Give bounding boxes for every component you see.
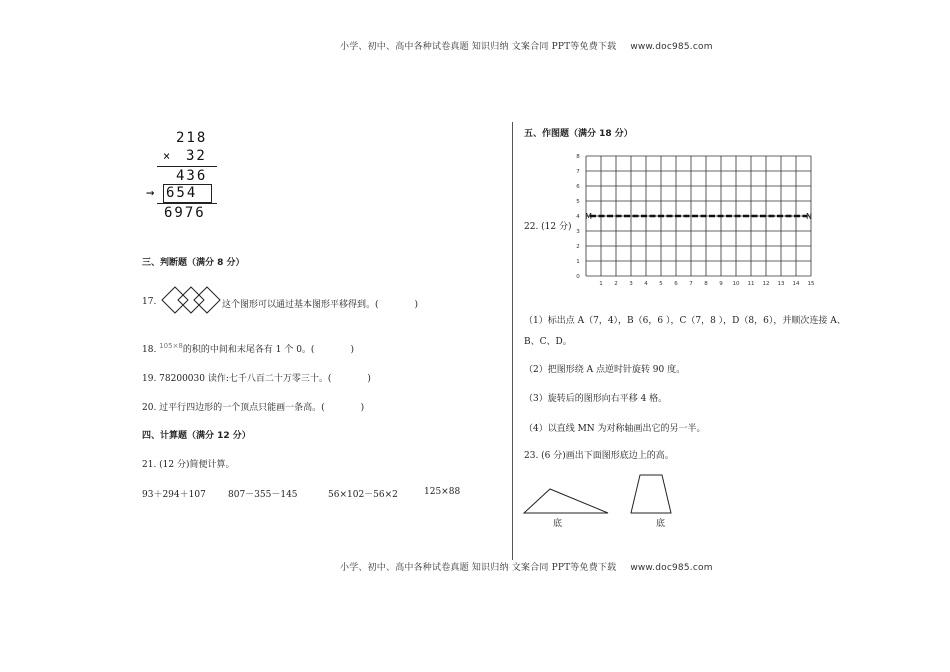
y-tick-label: 7 [576, 169, 580, 175]
calc-line-1: 218 [176, 130, 208, 146]
x-tick-label: 11 [747, 281, 755, 287]
footer-text: 小学、初中、高中各种试卷真题 知识归纳 文案合同 PPT等免费下载 [340, 563, 617, 573]
y-tick-label: 6 [576, 184, 580, 190]
coordinate-grid [566, 152, 842, 290]
y-tick-label: 5 [576, 199, 580, 205]
x-tick-label: 2 [614, 281, 618, 287]
x-tick-label: 8 [704, 281, 708, 287]
q22-sub-3: （3）旋转后的图形向右平移 4 格。 [524, 394, 668, 404]
question-22: 22. (12 分) [524, 222, 572, 232]
triangle-shape [524, 489, 608, 513]
column-divider [512, 122, 513, 560]
y-tick-label: 3 [576, 229, 580, 235]
x-tick-label: 15 [807, 281, 815, 287]
y-tick-label: 4 [576, 214, 580, 220]
triangle-figure [520, 485, 612, 517]
trapezoid-figure [628, 472, 674, 516]
label-m: M [585, 212, 592, 221]
y-tick-label: 8 [576, 154, 580, 160]
q18-expression: 105×8 [159, 342, 183, 350]
x-tick-label: 9 [719, 281, 723, 287]
question-21: 21. (12 分)简便计算。 [142, 460, 235, 470]
calc-arrow: → [146, 185, 155, 201]
q22-sub-1b: B、C、D。 [524, 337, 572, 347]
question-17 [142, 297, 156, 307]
calc-line-2: 32 [186, 148, 207, 164]
section-3-title: 三、判断题（满分 8 分） [142, 258, 245, 268]
q22-sub-1: （1）标出点 A（7，4），B（6，6 ），C（7，8 ），D（8，6），并顺次连接 A、 [524, 316, 846, 326]
y-tick-label: 1 [576, 259, 580, 265]
calc-line-3: 436 [176, 168, 208, 184]
calc-expr-2: 807－355－145 [228, 490, 298, 500]
page-header [340, 39, 713, 52]
question-19: 19. 78200030 读作:七千八百二十万零三十。( ) [142, 374, 371, 384]
label-n: N [806, 212, 812, 221]
diamond-2 [178, 287, 204, 313]
calc-op: × [163, 149, 173, 163]
calc-expr-4: 125×88 [424, 487, 461, 497]
q18-text: 的积的中间和末尾各有 1 个 0。( ) [182, 345, 354, 355]
x-tick-label: 10 [732, 281, 740, 287]
calc-expr-3: 56×102－56×2 [328, 490, 398, 500]
diamond-1 [162, 287, 188, 313]
x-tick-label: 13 [777, 281, 785, 287]
x-tick-label: 12 [762, 281, 770, 287]
header-site: www.doc985.com [630, 42, 713, 52]
q22-sub-2: （2）把图形绕 A 点逆时针旋转 90 度。 [524, 365, 686, 375]
question-18 [142, 342, 354, 355]
section-5-title: 五、作图题（满分 18 分） [524, 129, 633, 139]
trapezoid-shape [631, 475, 671, 513]
question-20: 20. 过平行四边形的一个顶点只能画一条高。( ) [142, 403, 365, 413]
footer-site: www.doc985.com [630, 563, 713, 573]
section-4-title: 四、计算题（满分 12 分） [142, 431, 251, 441]
calc-line-4: 654 [166, 185, 198, 201]
trapezoid-base-label: 底 [656, 519, 666, 529]
x-tick-label: 5 [659, 281, 663, 287]
question-23: 23. (6 分)画出下面图形底边上的高。 [524, 451, 674, 461]
q17-number: 17. [142, 297, 157, 307]
x-tick-label: 1 [599, 281, 603, 287]
y-tick-label: 0 [576, 274, 580, 280]
calc-expr-1: 93＋294＋107 [142, 490, 206, 500]
x-tick-label: 7 [689, 281, 693, 287]
diamond-chain-figure [160, 285, 222, 315]
header-text: 小学、初中、高中各种试卷真题 知识归纳 文案合同 PPT等免费下载 [340, 42, 617, 52]
y-tick-label: 2 [576, 244, 580, 250]
calc-rule-2 [157, 203, 217, 204]
x-tick-label: 4 [644, 281, 648, 287]
calc-rule-1 [157, 166, 217, 167]
diamond-3 [194, 287, 220, 313]
page-footer [340, 560, 713, 573]
triangle-base-label: 底 [553, 519, 563, 529]
q18-number: 18. [142, 345, 157, 355]
x-tick-label: 3 [629, 281, 633, 287]
calc-result: 6976 [164, 205, 206, 221]
x-tick-label: 14 [792, 281, 800, 287]
x-tick-label: 6 [674, 281, 678, 287]
q22-sub-4: （4）以直线 MN 为对称轴画出它的另一半。 [524, 424, 706, 434]
q17-text: 这个图形可以通过基本图形平移得到。( ) [222, 300, 419, 310]
